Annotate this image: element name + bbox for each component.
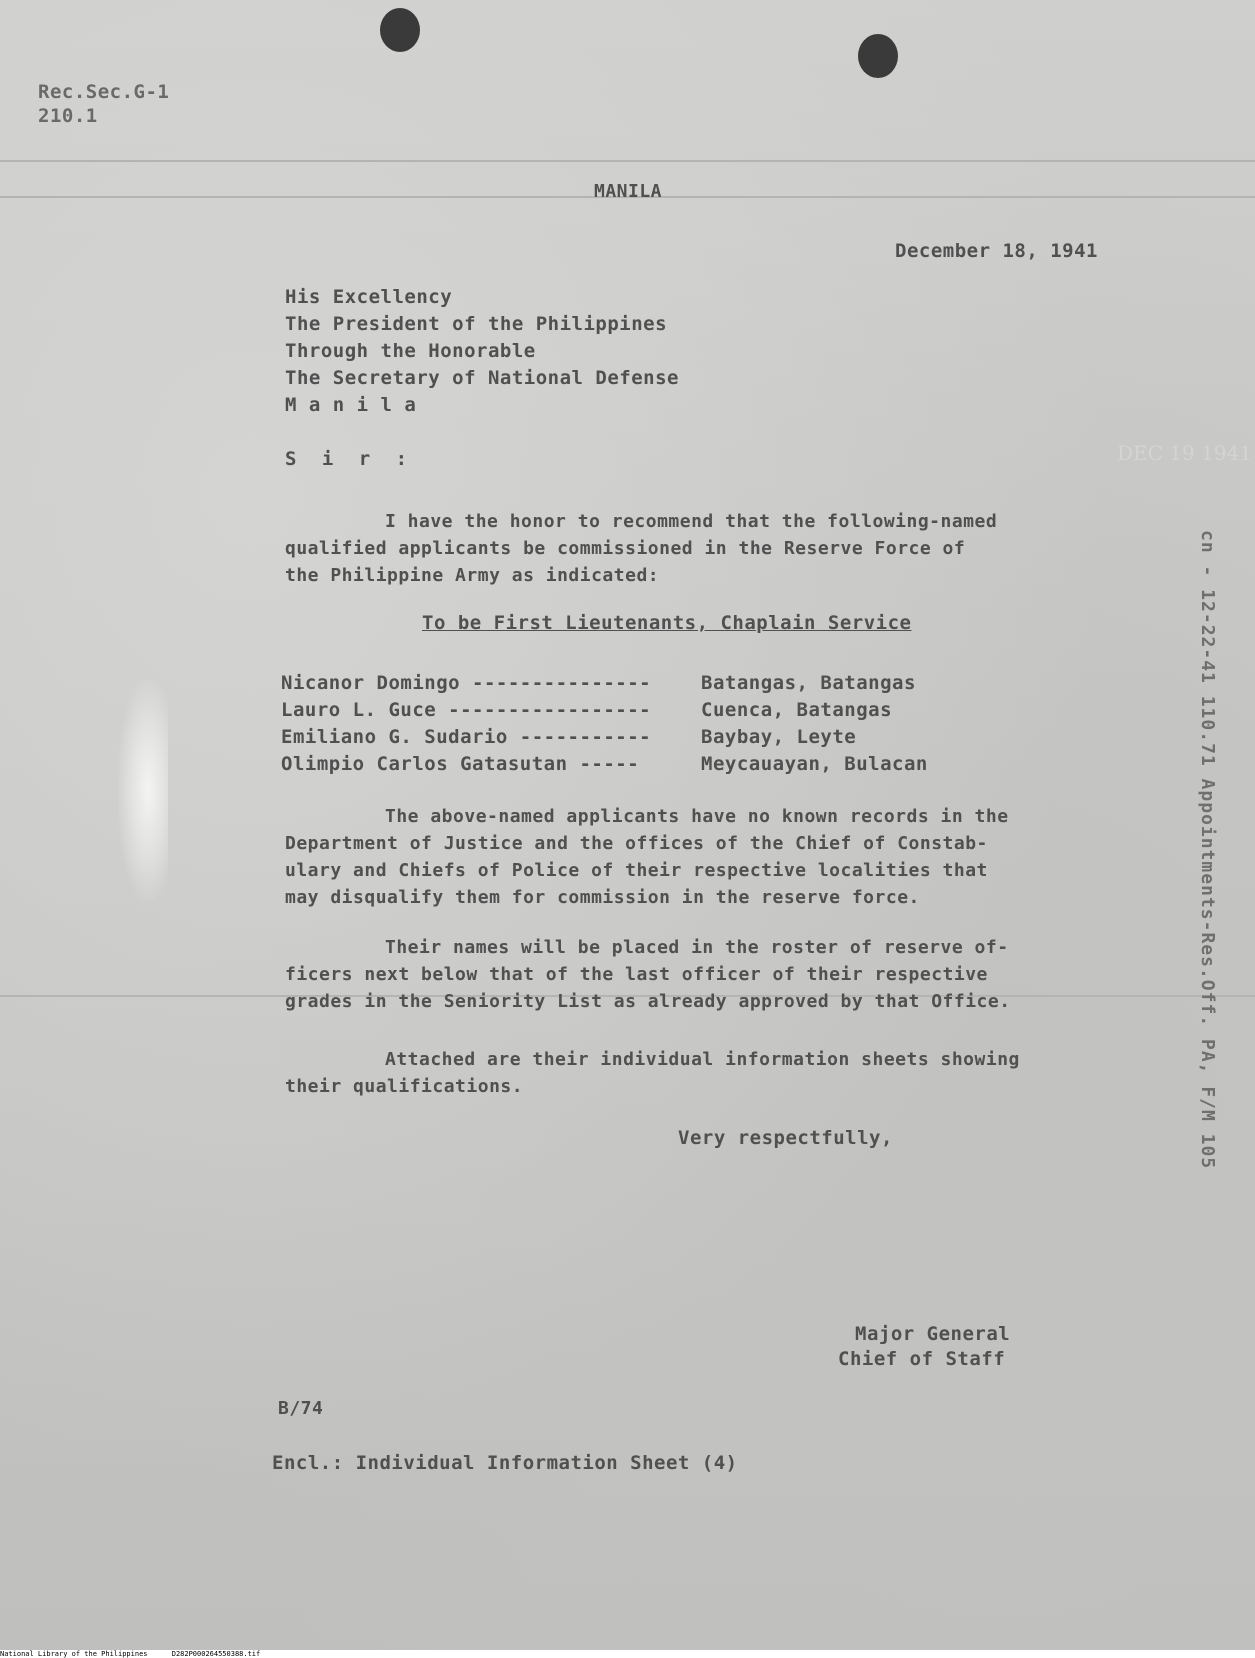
salutation: S i r : xyxy=(285,448,415,470)
letter-date: December 18, 1941 xyxy=(895,240,1098,262)
signature-block: Major General Chief of Staff xyxy=(838,1323,1011,1370)
list-item xyxy=(281,697,928,724)
file-reference: Rec.Sec.G-1 210.1 xyxy=(38,81,170,127)
appointee-place: Batangas, Batangas xyxy=(701,672,916,694)
paragraph-roster: Their names will be placed in the roster of reserve of- ficers next below that of the last officer of their respective grades in the Seniority List as already approved by that Office. xyxy=(285,937,1011,1012)
section-heading: To be First Lieutenants, Chaplain Service xyxy=(422,612,912,634)
appointee-list xyxy=(281,670,928,778)
list-item xyxy=(281,724,928,751)
margin-annotation: cn - 12-22-41 110.71 Appointments-Res.Off. PA, F/M 105 xyxy=(1197,530,1218,1170)
paragraph-recommendation: I have the honor to recommend that the following-named qualified applicants be commissioned in the Reserve Force of the Philippine Army as indicated: xyxy=(285,511,998,586)
scan-glare xyxy=(118,680,168,900)
list-item xyxy=(281,751,928,778)
appointee-place: Meycauayan, Bulacan xyxy=(701,753,928,775)
appointee-name: Nicanor Domingo --------------- xyxy=(281,672,652,694)
addressee-block: His Excellency The President of the Philippines Through the Honorable The Secretary of National Defense M a n i l a xyxy=(285,286,679,416)
appointee-name: Emiliano G. Sudario ----------- xyxy=(281,726,652,748)
list-item xyxy=(281,670,928,697)
appointee-place: Baybay, Leyte xyxy=(701,726,857,748)
appointee-name: Olimpio Carlos Gatasutan ----- xyxy=(281,753,640,775)
file-id: D282P000264550388.tif xyxy=(171,1650,261,1658)
enclosure-note: Encl.: Individual Information Sheet (4) xyxy=(272,1452,738,1474)
punch-hole xyxy=(380,8,420,52)
scan-footer xyxy=(0,1650,1255,1658)
place-heading: MANILA xyxy=(594,181,663,202)
paragraph-records: The above-named applicants have no known records in the Department of Justice and the offices of the Chief of Constab- ulary and Chiefs of Police of their respective localities that may disqualify them for commission in the reserve force. xyxy=(285,806,1009,908)
appointee-name: Lauro L. Guce ----------------- xyxy=(281,699,652,721)
punch-hole xyxy=(858,34,898,78)
received-stamp: DEC 19 1941 xyxy=(1117,441,1252,465)
typist-initials: B/74 xyxy=(278,1398,324,1419)
closing: Very respectfully, xyxy=(678,1127,893,1149)
paragraph-attachments: Attached are their individual information sheets showing their qualifications. xyxy=(285,1049,1020,1097)
library-name: National Library of the Philippines xyxy=(0,1650,148,1658)
appointee-place: Cuenca, Batangas xyxy=(701,699,893,721)
fold-line xyxy=(0,160,1255,162)
